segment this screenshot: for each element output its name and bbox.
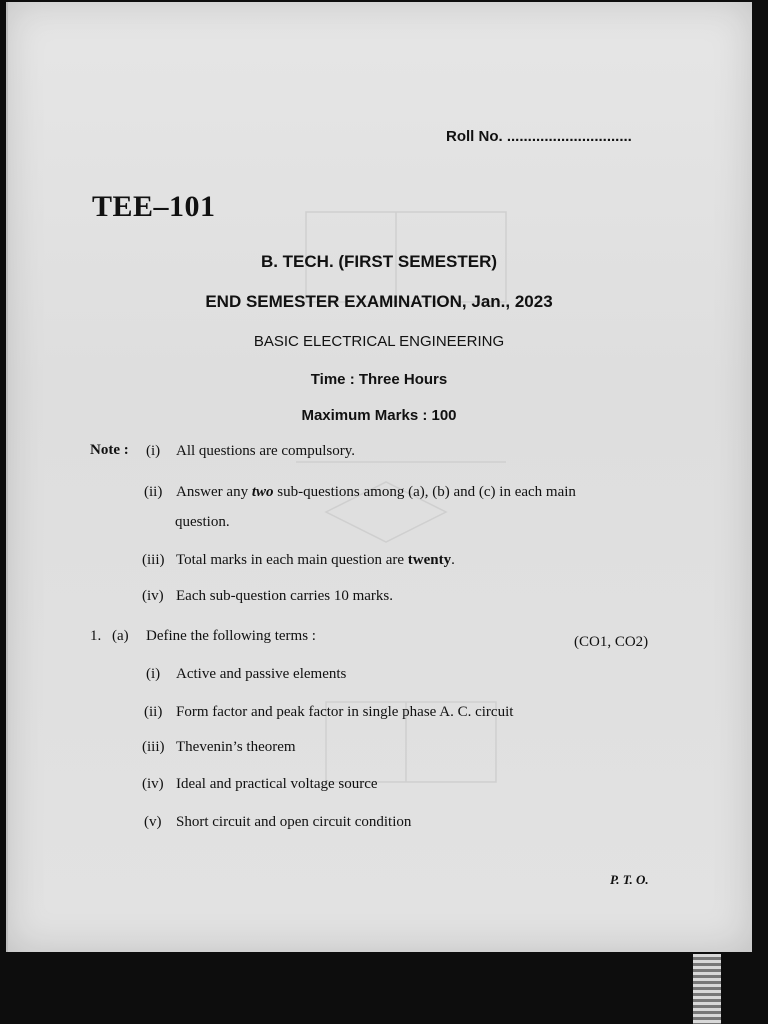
exam-title: END SEMESTER EXAMINATION, Jan., 2023 xyxy=(205,292,553,311)
note-item-continuation: question. xyxy=(175,514,230,530)
term-num: (ii) xyxy=(144,704,163,720)
term-num: (iv) xyxy=(142,776,164,792)
note-item-text: Answer any two sub-questions among (a), (b) and (c) in each main xyxy=(176,484,576,500)
term-text: Short circuit and open circuit condition xyxy=(176,814,412,830)
emphasis-twenty: twenty xyxy=(407,552,452,568)
question-number: 1. xyxy=(90,628,102,644)
question-stem: Define the following terms : xyxy=(146,628,316,644)
term-num: (i) xyxy=(146,666,161,682)
please-turn-over: P. T. O. xyxy=(610,872,649,887)
program-title: B. TECH. (FIRST SEMESTER) xyxy=(260,252,498,271)
term-text: Ideal and practical voltage source xyxy=(176,776,378,792)
exam-time: Time : Three Hours xyxy=(310,371,448,388)
term-num: (iii) xyxy=(142,739,165,755)
note-item-num: (i) xyxy=(146,443,161,459)
max-marks: Maximum Marks : 100 xyxy=(301,407,457,424)
emphasis-two: two xyxy=(251,484,274,500)
note-label: Note : xyxy=(90,442,129,458)
course-outcome: (CO1, CO2) xyxy=(574,634,649,650)
binder-strip xyxy=(693,954,721,1024)
note-item-num: (iii) xyxy=(142,552,165,568)
note-item-text: All questions are compulsory. xyxy=(176,443,355,459)
term-text: Thevenin’s theorem xyxy=(176,739,296,755)
question-part: (a) xyxy=(112,628,129,644)
subject-title: BASIC ELECTRICAL ENGINEERING xyxy=(253,333,505,350)
page-edge xyxy=(6,2,8,952)
exam-paper xyxy=(6,2,752,952)
note-item-text: Each sub-question carries 10 marks. xyxy=(176,588,394,604)
roll-number-field: Roll No. .............................. xyxy=(446,128,632,145)
note-item-num: (ii) xyxy=(144,484,163,500)
term-text: Active and passive elements xyxy=(176,666,347,682)
term-num: (v) xyxy=(144,814,162,830)
paper-code: TEE–101 xyxy=(92,190,216,223)
term-text: Form factor and peak factor in single phase A. C. circuit xyxy=(176,704,514,720)
note-item-text: Total marks in each main question are twenty. xyxy=(176,552,455,568)
note-item-num: (iv) xyxy=(142,588,164,604)
